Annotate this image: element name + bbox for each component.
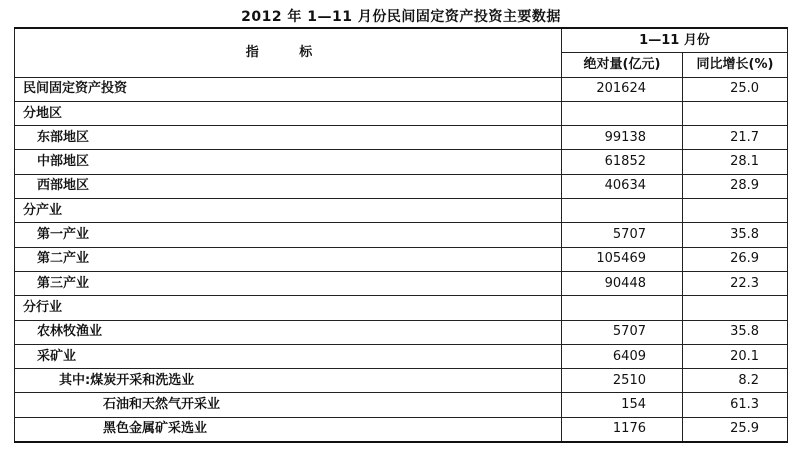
row-absolute-value: 201624 <box>562 77 683 101</box>
table-row <box>15 126 788 150</box>
row-label: 分行业 <box>15 296 562 320</box>
row-absolute-value: 2510 <box>562 369 683 393</box>
row-yoy-value: 35.8 <box>683 223 788 247</box>
row-yoy-value: 28.1 <box>683 150 788 174</box>
row-label: 第二产业 <box>15 247 562 271</box>
row-absolute-value: 6409 <box>562 344 683 368</box>
table-row <box>15 150 788 174</box>
row-yoy-value: 22.3 <box>683 271 788 295</box>
row-label: 民间固定资产投资 <box>15 77 562 101</box>
row-absolute-value: 1176 <box>562 417 683 442</box>
table-row <box>15 320 788 344</box>
row-yoy-value: 26.9 <box>683 247 788 271</box>
table-row <box>15 344 788 368</box>
row-yoy-value: 25.0 <box>683 77 788 101</box>
table-row <box>15 77 788 101</box>
row-absolute-value: 5707 <box>562 223 683 247</box>
row-absolute-value: 90448 <box>562 271 683 295</box>
row-absolute-value: 5707 <box>562 320 683 344</box>
row-label: 农林牧渔业 <box>15 320 562 344</box>
table-row <box>15 247 788 271</box>
row-absolute-value: 154 <box>562 393 683 417</box>
row-yoy-value: 8.2 <box>683 369 788 393</box>
table-row <box>15 369 788 393</box>
table-row <box>15 174 788 198</box>
row-label: 分产业 <box>15 199 562 223</box>
row-absolute-value: 105469 <box>562 247 683 271</box>
row-label: 分地区 <box>15 101 562 125</box>
header-row-top <box>15 28 788 53</box>
row-label: 采矿业 <box>15 344 562 368</box>
row-absolute-value <box>562 101 683 125</box>
row-yoy-value: 20.1 <box>683 344 788 368</box>
row-absolute-value: 99138 <box>562 126 683 150</box>
header-indicator: 指 标 <box>15 28 562 77</box>
investment-data-table <box>14 27 788 443</box>
row-absolute-value <box>562 296 683 320</box>
row-label: 其中:煤炭开采和洗选业 <box>15 369 562 393</box>
table-row <box>15 199 788 223</box>
row-yoy-value <box>683 199 788 223</box>
table-title: 2012 年 1—11 月份民间固定资产投资主要数据 <box>241 9 561 25</box>
row-yoy-value: 25.9 <box>683 417 788 442</box>
row-label: 第三产业 <box>15 271 562 295</box>
row-label: 东部地区 <box>15 126 562 150</box>
table-row <box>15 296 788 320</box>
row-yoy-value: 28.9 <box>683 174 788 198</box>
row-absolute-value: 40634 <box>562 174 683 198</box>
table-row <box>15 223 788 247</box>
row-label: 第一产业 <box>15 223 562 247</box>
table-row <box>15 417 788 442</box>
row-label: 中部地区 <box>15 150 562 174</box>
row-label: 西部地区 <box>15 174 562 198</box>
header-period: 1—11 月份 <box>562 28 788 53</box>
row-absolute-value: 61852 <box>562 150 683 174</box>
header-absolute: 绝对量(亿元) <box>562 53 683 77</box>
row-yoy-value <box>683 296 788 320</box>
table-row <box>15 101 788 125</box>
row-absolute-value <box>562 199 683 223</box>
row-label: 黑色金属矿采选业 <box>15 417 562 442</box>
row-yoy-value: 61.3 <box>683 393 788 417</box>
row-yoy-value: 21.7 <box>683 126 788 150</box>
row-yoy-value: 35.8 <box>683 320 788 344</box>
header-yoy: 同比增长(%) <box>683 53 788 77</box>
row-yoy-value <box>683 101 788 125</box>
row-label: 石油和天然气开采业 <box>15 393 562 417</box>
table-row <box>15 271 788 295</box>
table-row <box>15 393 788 417</box>
